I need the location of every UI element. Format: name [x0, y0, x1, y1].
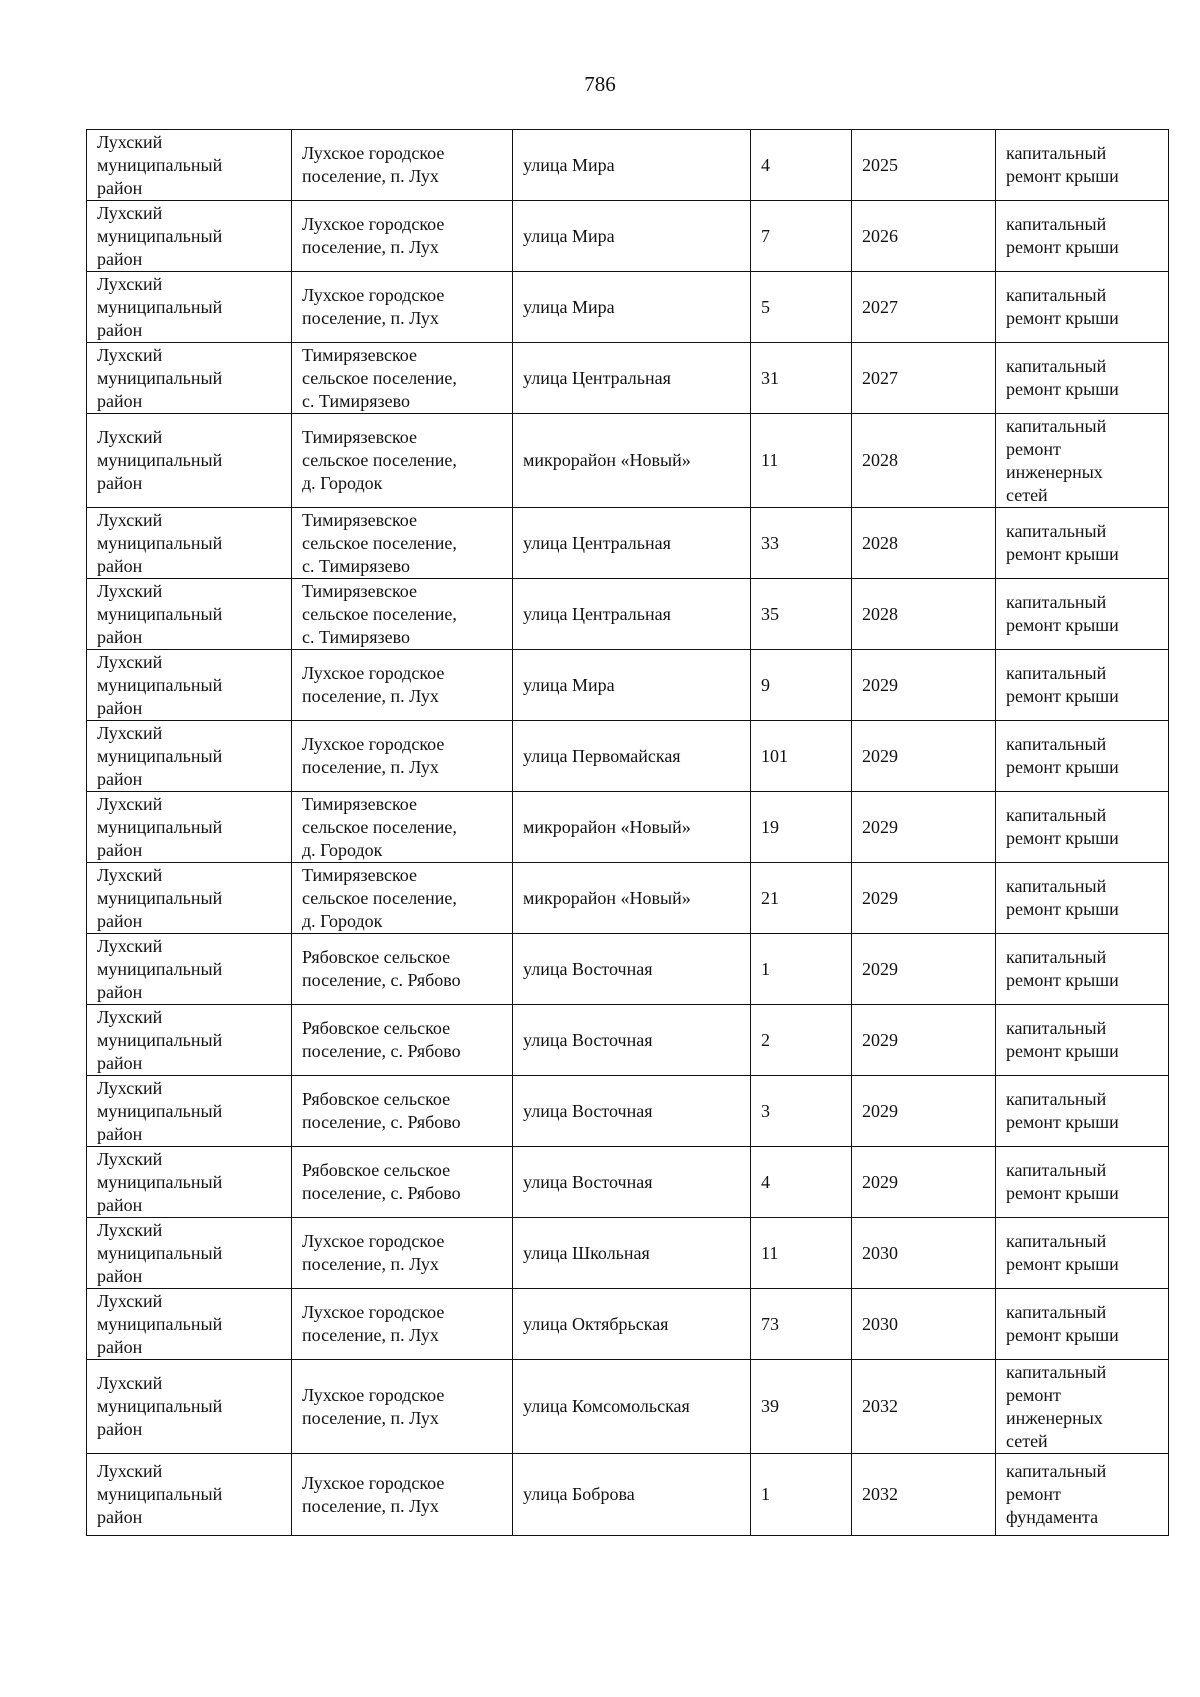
year-cell: 2029 [852, 863, 996, 934]
district-cell: Лухский муниципальный район [87, 863, 292, 934]
house-number-cell: 101 [751, 721, 852, 792]
year-cell: 2028 [852, 508, 996, 579]
work-type-cell: капитальный ремонт крыши [996, 1005, 1169, 1076]
district-cell: Лухский муниципальный район [87, 1454, 292, 1536]
house-number-cell: 35 [751, 579, 852, 650]
work-type-cell: капитальный ремонт крыши [996, 792, 1169, 863]
settlement-cell: Тимирязевское сельское поселение, с. Тимирязево [292, 508, 513, 579]
repair-schedule-table [86, 129, 1169, 1536]
street-cell: микрорайон «Новый» [513, 414, 751, 508]
table-row [87, 130, 1169, 201]
year-cell: 2025 [852, 130, 996, 201]
district-cell: Лухский муниципальный район [87, 1289, 292, 1360]
settlement-cell: Лухское городское поселение, п. Лух [292, 272, 513, 343]
year-cell: 2029 [852, 1147, 996, 1218]
table-row [87, 343, 1169, 414]
house-number-cell: 2 [751, 1005, 852, 1076]
settlement-cell: Тимирязевское сельское поселение, д. Городок [292, 863, 513, 934]
year-cell: 2032 [852, 1454, 996, 1536]
year-cell: 2027 [852, 343, 996, 414]
table-row [87, 721, 1169, 792]
work-type-cell: капитальный ремонт крыши [996, 201, 1169, 272]
year-cell: 2030 [852, 1218, 996, 1289]
house-number-cell: 5 [751, 272, 852, 343]
table-row [87, 1360, 1169, 1454]
house-number-cell: 33 [751, 508, 852, 579]
house-number-cell: 19 [751, 792, 852, 863]
work-type-cell: капитальный ремонт инженерных сетей [996, 1360, 1169, 1454]
table-row [87, 1076, 1169, 1147]
table-row [87, 508, 1169, 579]
street-cell: улица Восточная [513, 1005, 751, 1076]
work-type-cell: капитальный ремонт крыши [996, 1289, 1169, 1360]
settlement-cell: Рябовское сельское поселение, с. Рябово [292, 934, 513, 1005]
settlement-cell: Тимирязевское сельское поселение, с. Тимирязево [292, 343, 513, 414]
house-number-cell: 31 [751, 343, 852, 414]
table-row [87, 863, 1169, 934]
district-cell: Лухский муниципальный район [87, 1147, 292, 1218]
district-cell: Лухский муниципальный район [87, 721, 292, 792]
district-cell: Лухский муниципальный район [87, 1218, 292, 1289]
street-cell: улица Центральная [513, 343, 751, 414]
district-cell: Лухский муниципальный район [87, 792, 292, 863]
settlement-cell: Рябовское сельское поселение, с. Рябово [292, 1005, 513, 1076]
street-cell: улица Восточная [513, 1076, 751, 1147]
work-type-cell: капитальный ремонт крыши [996, 508, 1169, 579]
house-number-cell: 3 [751, 1076, 852, 1147]
table-row [87, 1289, 1169, 1360]
street-cell: улица Восточная [513, 934, 751, 1005]
table-body [87, 130, 1169, 1536]
house-number-cell: 4 [751, 130, 852, 201]
street-cell: улица Комсомольская [513, 1360, 751, 1454]
house-number-cell: 21 [751, 863, 852, 934]
year-cell: 2029 [852, 792, 996, 863]
settlement-cell: Лухское городское поселение, п. Лух [292, 130, 513, 201]
district-cell: Лухский муниципальный район [87, 934, 292, 1005]
street-cell: микрорайон «Новый» [513, 792, 751, 863]
street-cell: улица Октябрьская [513, 1289, 751, 1360]
table-row [87, 414, 1169, 508]
table-row [87, 792, 1169, 863]
district-cell: Лухский муниципальный район [87, 508, 292, 579]
year-cell: 2030 [852, 1289, 996, 1360]
house-number-cell: 73 [751, 1289, 852, 1360]
year-cell: 2028 [852, 414, 996, 508]
work-type-cell: капитальный ремонт крыши [996, 272, 1169, 343]
settlement-cell: Лухское городское поселение, п. Лух [292, 1218, 513, 1289]
year-cell: 2029 [852, 721, 996, 792]
work-type-cell: капитальный ремонт крыши [996, 863, 1169, 934]
house-number-cell: 4 [751, 1147, 852, 1218]
work-type-cell: капитальный ремонт крыши [996, 650, 1169, 721]
district-cell: Лухский муниципальный район [87, 414, 292, 508]
work-type-cell: капитальный ремонт крыши [996, 1076, 1169, 1147]
district-cell: Лухский муниципальный район [87, 272, 292, 343]
work-type-cell: капитальный ремонт крыши [996, 721, 1169, 792]
district-cell: Лухский муниципальный район [87, 579, 292, 650]
settlement-cell: Лухское городское поселение, п. Лух [292, 201, 513, 272]
work-type-cell: капитальный ремонт крыши [996, 934, 1169, 1005]
house-number-cell: 11 [751, 1218, 852, 1289]
street-cell: улица Центральная [513, 508, 751, 579]
street-cell: улица Первомайская [513, 721, 751, 792]
settlement-cell: Тимирязевское сельское поселение, д. Городок [292, 414, 513, 508]
table-row [87, 1454, 1169, 1536]
table-row [87, 1218, 1169, 1289]
house-number-cell: 1 [751, 1454, 852, 1536]
table-row [87, 579, 1169, 650]
settlement-cell: Лухское городское поселение, п. Лух [292, 1454, 513, 1536]
street-cell: улица Мира [513, 272, 751, 343]
year-cell: 2026 [852, 201, 996, 272]
district-cell: Лухский муниципальный район [87, 201, 292, 272]
table-row [87, 272, 1169, 343]
house-number-cell: 7 [751, 201, 852, 272]
street-cell: улица Мира [513, 130, 751, 201]
settlement-cell: Лухское городское поселение, п. Лух [292, 721, 513, 792]
settlement-cell: Лухское городское поселение, п. Лух [292, 650, 513, 721]
district-cell: Лухский муниципальный район [87, 650, 292, 721]
table-row [87, 201, 1169, 272]
street-cell: улица Центральная [513, 579, 751, 650]
year-cell: 2029 [852, 650, 996, 721]
settlement-cell: Рябовское сельское поселение, с. Рябово [292, 1076, 513, 1147]
page-number: 786 [584, 72, 616, 96]
year-cell: 2027 [852, 272, 996, 343]
work-type-cell: капитальный ремонт фундамента [996, 1454, 1169, 1536]
street-cell: улица Школьная [513, 1218, 751, 1289]
district-cell: Лухский муниципальный район [87, 343, 292, 414]
work-type-cell: капитальный ремонт крыши [996, 1147, 1169, 1218]
work-type-cell: капитальный ремонт крыши [996, 130, 1169, 201]
street-cell: улица Мира [513, 201, 751, 272]
street-cell: улица Мира [513, 650, 751, 721]
work-type-cell: капитальный ремонт крыши [996, 579, 1169, 650]
year-cell: 2028 [852, 579, 996, 650]
district-cell: Лухский муниципальный район [87, 1360, 292, 1454]
year-cell: 2032 [852, 1360, 996, 1454]
year-cell: 2029 [852, 1076, 996, 1147]
table-row [87, 650, 1169, 721]
district-cell: Лухский муниципальный район [87, 1076, 292, 1147]
settlement-cell: Лухское городское поселение, п. Лух [292, 1360, 513, 1454]
settlement-cell: Лухское городское поселение, п. Лух [292, 1289, 513, 1360]
table-row [87, 934, 1169, 1005]
year-cell: 2029 [852, 934, 996, 1005]
district-cell: Лухский муниципальный район [87, 130, 292, 201]
settlement-cell: Рябовское сельское поселение, с. Рябово [292, 1147, 513, 1218]
district-cell: Лухский муниципальный район [87, 1005, 292, 1076]
table-row [87, 1005, 1169, 1076]
settlement-cell: Тимирязевское сельское поселение, д. Городок [292, 792, 513, 863]
house-number-cell: 11 [751, 414, 852, 508]
house-number-cell: 39 [751, 1360, 852, 1454]
street-cell: микрорайон «Новый» [513, 863, 751, 934]
table-row [87, 1147, 1169, 1218]
year-cell: 2029 [852, 1005, 996, 1076]
house-number-cell: 9 [751, 650, 852, 721]
street-cell: улица Боброва [513, 1454, 751, 1536]
work-type-cell: капитальный ремонт крыши [996, 1218, 1169, 1289]
street-cell: улица Восточная [513, 1147, 751, 1218]
work-type-cell: капитальный ремонт инженерных сетей [996, 414, 1169, 508]
settlement-cell: Тимирязевское сельское поселение, с. Тимирязево [292, 579, 513, 650]
work-type-cell: капитальный ремонт крыши [996, 343, 1169, 414]
house-number-cell: 1 [751, 934, 852, 1005]
